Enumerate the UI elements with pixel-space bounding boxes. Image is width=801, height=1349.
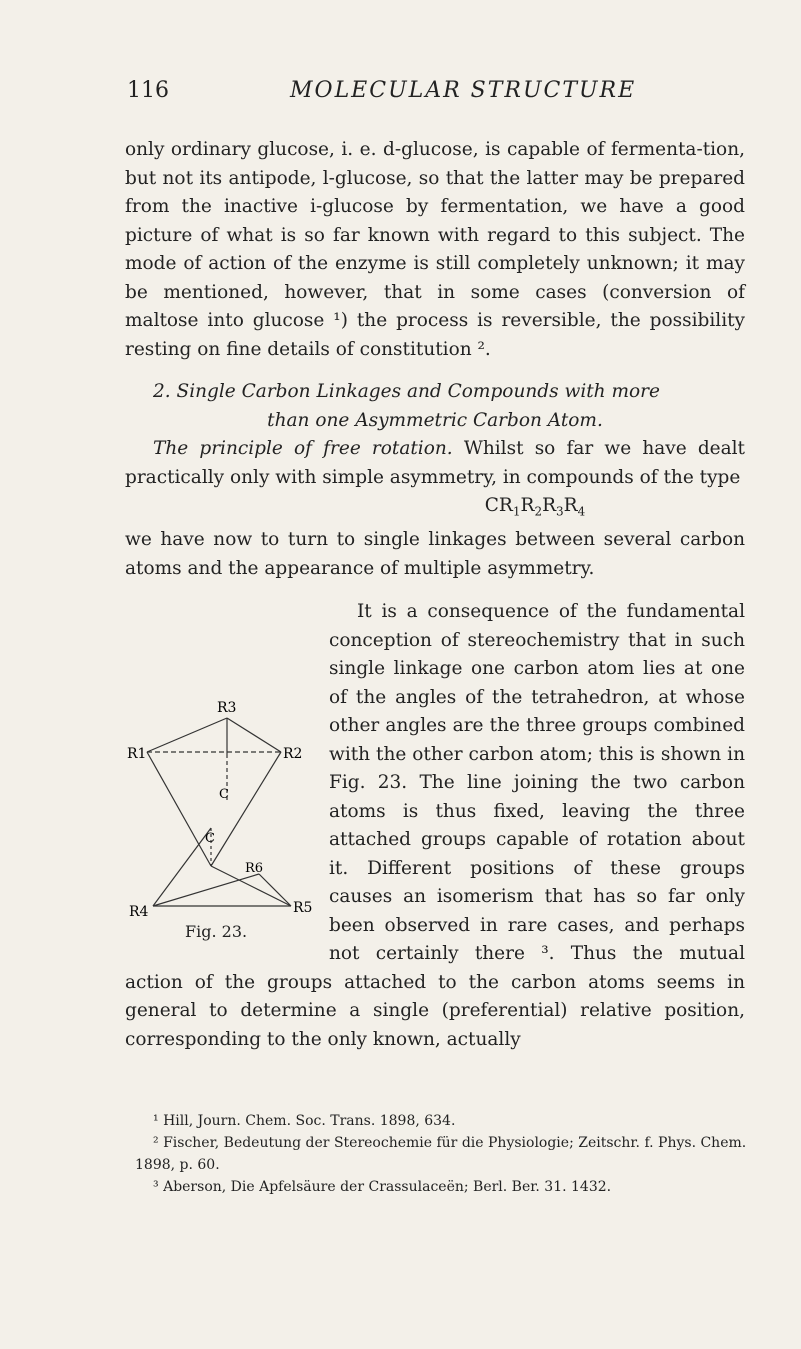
footnote-3: ³ Aberson, Die Apfelsäure der Crassulaceën; Berl. Ber. 31. 1432. — [153, 1179, 612, 1195]
principle-heading: The principle of free rotation. — [153, 438, 453, 459]
running-title: MOLECULAR STRUCTURE — [290, 78, 637, 103]
formula: $CR_1R_2R_3R_4$ — [484, 495, 586, 519]
paragraph-2 — [125, 435, 745, 492]
paragraph-1: only ordinary glucose, i. e. d-glucose, is capable of fermenta-tion, but not its antipode, l-glucose, so that the latter may be prepared from the inactive i-glucose by fermentation, we have a good picture of what is so far known with regard to this subject. The mode of action of the enzyme is still completely unknown; it may be mentioned, however, that in some cases (conversion of maltose into glucose ¹) the process is reversible, the possibility resting on fine details of constitution ². — [125, 139, 745, 360]
paragraph-4-block — [125, 598, 745, 1054]
tetrahedron-diagram — [119, 602, 315, 944]
section-heading — [125, 378, 745, 435]
page-number: 116 — [127, 78, 169, 103]
label-r3: R3 — [217, 700, 237, 716]
section-title-line2: than one Asymmetric Carbon Atom. — [267, 409, 603, 431]
figure-caption: Fig. 23. — [185, 922, 248, 941]
label-r1: R1 — [127, 746, 147, 762]
footnotes — [135, 1110, 755, 1198]
label-c-bottom: C — [205, 831, 215, 846]
footnote-1: ¹ Hill, Journ. Chem. Soc. Trans. 1898, 634. — [153, 1113, 456, 1129]
figure-23 — [119, 602, 315, 944]
label-r5: R5 — [293, 900, 313, 916]
body-text — [125, 136, 745, 583]
paragraph-2-text: Whilst so far we have dealt practically only with simple asymmetry, in compounds of the type — [125, 438, 745, 488]
footnote-2: ² Fischer, Bedeutung der Stereochemie für die Physiologie; Zeitschr. f. Phys. Chem. 1898, p. 60. — [135, 1135, 747, 1173]
page-header — [125, 78, 745, 112]
paragraph-4: It is a consequence of the fundamental conception of stereochemistry that in such single linkage one carbon atom lies at one of the angles of the tetrahedron, at whose other angles are the three groups combined with the other carbon atom; this is shown in Fig. 23. The line joining the two carbon atoms is thus fixed, leaving the three attached groups capable of rotation about it. Different positions of these groups causes an isomerism that has so far only been observed in rare cases, and perhaps not certainly there ³. Thus the mutual action of the groups attached to the carbon atoms seems in general to determine a single (preferential) relative position, corresponding to the only known, actually — [125, 601, 745, 1050]
label-r4: R4 — [129, 904, 149, 920]
label-r6: R6 — [245, 861, 264, 876]
section-number: 2. — [153, 381, 171, 402]
paragraph-3: we have now to turn to single linkages between several carbon atoms and the appearance of multiple asymmetry. — [125, 529, 745, 579]
label-r2: R2 — [283, 746, 303, 762]
label-c-top: C — [219, 787, 229, 802]
section-title-line1: Single Carbon Linkages and Compounds with more — [176, 381, 660, 402]
